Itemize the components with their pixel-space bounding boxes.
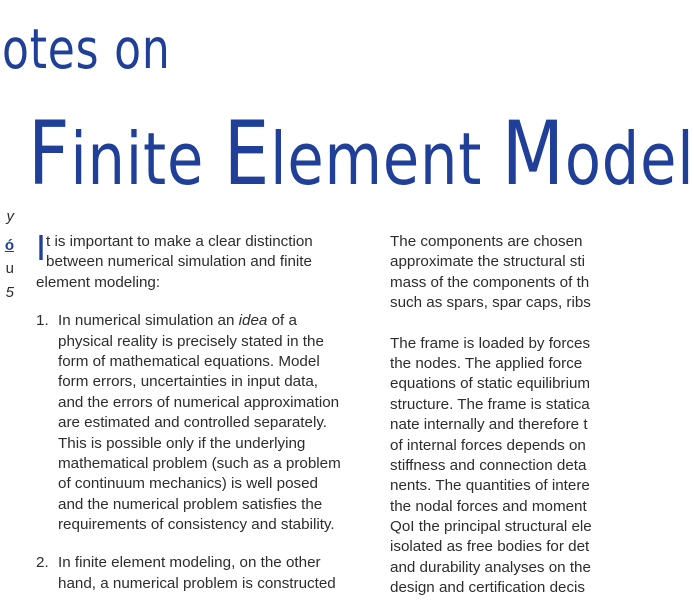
item1-line-10: and the numerical problem satisfies the	[58, 495, 323, 513]
text-column-2	[390, 232, 690, 599]
list-number-2: 2.	[36, 554, 49, 572]
text-column-1	[36, 227, 371, 594]
title-word-lement: lement	[270, 117, 502, 201]
item1-line-11: requirements of consistency and stability.	[58, 516, 335, 534]
title-cap-m: M	[501, 102, 565, 205]
byline-author-link[interactable]: ó	[4, 237, 14, 254]
col2-p2-line-4: structure. The frame is statica	[390, 395, 590, 413]
item1-line-8: mathematical problem (such as a problem	[58, 454, 341, 472]
col2-p1-line-1: The components are chosen	[390, 233, 583, 250]
col2-p2-line-2: the nodes. The applied force	[390, 354, 583, 372]
col2-p1-line-3: mass of the components of th	[390, 273, 590, 291]
list-item-1	[36, 311, 371, 535]
item1-line-1	[58, 311, 371, 331]
col2-p2-line-10: QoI the principal structural ele	[390, 518, 592, 536]
title-word-odel: odel	[564, 117, 694, 201]
list-item-2	[36, 553, 371, 594]
col2-p2-line-11: isolated as free bodies for det	[390, 538, 590, 556]
item1-line-1-post: of a	[267, 312, 297, 330]
item1-line-9: of continuum mechanics) is well posed	[58, 475, 318, 493]
drop-cap: I	[36, 227, 47, 268]
item1-line-7: This is possible only if the underlying	[58, 434, 306, 452]
list-number-1: 1.	[36, 312, 49, 330]
title-cap-f: F	[28, 102, 71, 205]
item1-line-6: are estimated and controlled separately.	[58, 414, 328, 432]
title-line-2	[28, 102, 694, 205]
col2-p2-line-5: nate internally and therefore t	[390, 416, 588, 434]
col2-p2-line-7: stiffness and connection deta	[390, 456, 587, 474]
col2-p1-line-4: such as spars, spar caps, ribs	[390, 294, 591, 312]
col2-p2-line-9: the nodal forces and moment	[390, 497, 587, 515]
item1-line-2: physical reality is precisely stated in the	[58, 332, 324, 350]
col2-p2-line-1: The frame is loaded by forces	[390, 334, 591, 352]
col2-p2-line-13: design and certification decis	[390, 579, 586, 597]
byline-line-3: u	[5, 260, 14, 277]
col2-p2-line-3: equations of static equilibrium	[390, 375, 591, 393]
paragraph-gap	[390, 314, 690, 334]
title-word-inite: inite	[70, 117, 224, 201]
title-line-1	[2, 18, 171, 80]
title-line-1-text: otes on	[2, 17, 171, 81]
title-cap-e: E	[223, 102, 271, 205]
col2-p2-line-8: nents. The quantities of intere	[390, 477, 590, 495]
col2-p2-line-6: of internal forces depends on	[390, 436, 586, 454]
item1-emphasis-idea: idea	[238, 312, 268, 330]
intro-line-2: between numerical simulation and finite	[46, 253, 312, 271]
item2-line-1: In finite element modeling, on the other	[58, 554, 321, 572]
item2-line-2: hand, a numerical problem is constructed	[58, 574, 336, 592]
intro-line-1-text: t is important to make a clear distinction	[46, 233, 313, 250]
byline-line-1: y	[6, 208, 14, 225]
item1-line-3: form of mathematical equations. Model	[58, 352, 320, 370]
byline-line-4: 5	[5, 284, 14, 301]
item1-line-1-pre: In numerical simulation an	[58, 312, 239, 330]
col2-p2-line-12: and durability analyses on the	[390, 558, 591, 576]
col2-p1-line-2: approximate the structural sti	[390, 253, 585, 271]
item1-line-4: form errors, uncertainties in input data,	[58, 373, 318, 391]
item1-line-5: and the errors of numerical approximation	[58, 393, 340, 411]
intro-line-3: element modeling:	[36, 273, 161, 291]
